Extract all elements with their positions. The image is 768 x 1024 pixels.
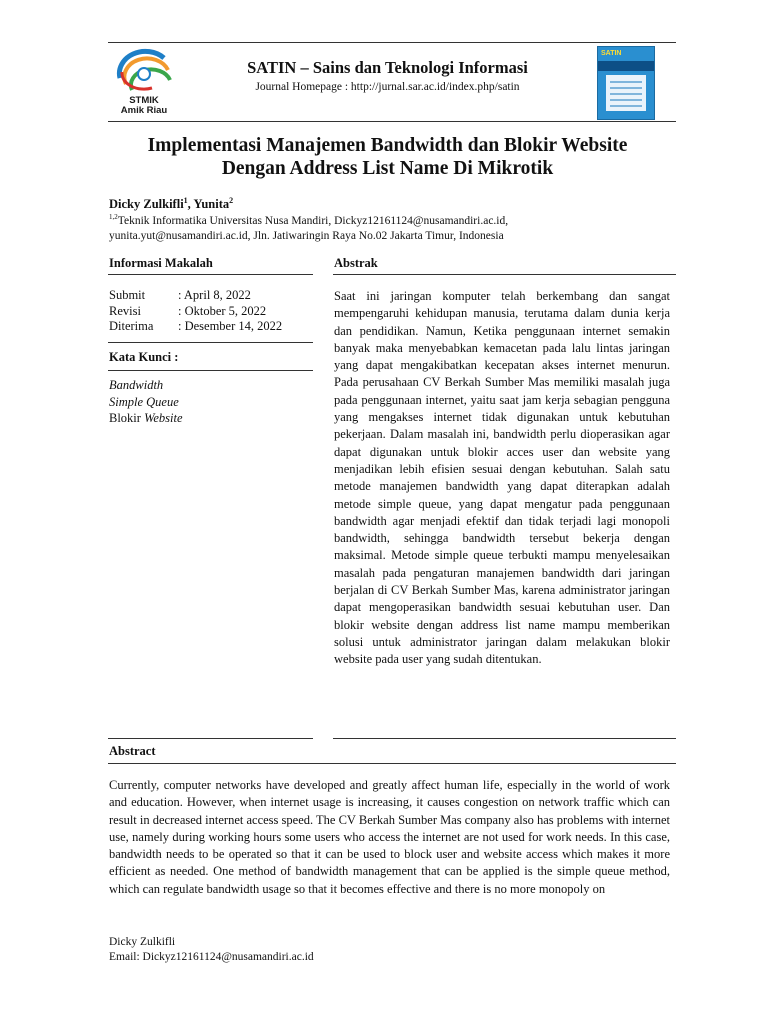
submit-label: Submit (109, 288, 146, 302)
diterima-value: : Desember 14, 2022 (178, 319, 283, 333)
author-list (109, 196, 233, 212)
keyword-item (109, 395, 179, 410)
abstrak-heading: Abstrak (334, 256, 378, 270)
revisi-label: Revisi (109, 304, 141, 318)
journal-title: SATIN – Sains dan Teknologi Informasi (247, 58, 528, 77)
diterima-label: Diterima (109, 319, 154, 333)
revisi-value: : Oktober 5, 2022 (178, 304, 267, 318)
author-affiliation-mark: 2 (229, 196, 234, 205)
keywords-bottom-rule (108, 370, 313, 371)
author-separator: , (187, 197, 194, 212)
affiliation-text: Teknik Informatika Universitas Nusa Mandiri, Dickyz12161124@nusamandiri.ac.id, (117, 214, 509, 227)
paper-title (100, 134, 675, 180)
affiliation-line2: yunita.yut@nusamandiri.ac.id, Jln. Jatiwaringin Raya No.02 Jakarta Timur, Indonesia (109, 230, 504, 242)
header-top-rule (108, 42, 676, 43)
logo-caption (108, 96, 180, 116)
abstract-body: Currently, computer networks have developed and greatly affect human life, especially in the world of work and education. However, when internet usage is increasing, it causes congestion on network traffic which can result in decreased internet access speed. The CV Berkah Sumber Mas company also has problems with internet use, namely during working hours some users who access the internet are not used for work needs. In this case, bandwidth needs to be operated so that it can be used to block user and website access which makes it more efficient as needed. One method of bandwidth management that can be applied is the simple queue method, which can regulate bandwidth usage so that it becomes effective and there is no more monopoly on (109, 778, 670, 896)
keywords-heading: Kata Kunci : (109, 350, 179, 364)
info-heading-rule (108, 274, 313, 275)
keyword-text: Blokir (109, 411, 145, 425)
submit-value: : April 8, 2022 (178, 288, 251, 302)
logo-caption-line2: Amik Riau (120, 105, 168, 116)
header-bottom-rule (108, 121, 676, 122)
abstract-heading-rule (108, 763, 676, 764)
journal-cover-thumbnail (597, 46, 655, 120)
info-heading: Informasi Makalah (109, 256, 213, 270)
abstract-heading: Abstract (109, 744, 156, 758)
keyword-text-italic: Website (144, 411, 183, 425)
author-affiliation-mark: 1 (183, 196, 188, 205)
abstrak-body: Saat ini jaringan komputer telah berkembang dan sangat mempengaruhi kehidupan manusia, terutama dalam dunia kerja dan pendidikan. Namun, Ketika penggunaan internet semakin banyak maka menyebabkan kemacetan pada lalu lintas jaringan yang dapat mengakibatkan kecepatan akses internet menurun. Pada perusahaan CV Berkah Sumber Mas memiliki masalah juga pada penggunaan internet, yaitu saat jam kerja sebagian pengguna yang mengakses internet tidak digunakan untuk kebutuhan pekerjaan. Dalam masalah ini, bandwidth perlu dioperasikan agar dapat digunakan untuk blokir acces user dan website yang menjadikan lebih efisien sesuai dengan kebutuhan. Salah satu metode manajemen bandwidth yang dapat diterapkan adalah metode simple queue, yang dapat mengatur pada penggunaan bandwidth agar menjadi efektif dan tidak terjadi lagi monopoli bandwidth, sehingga bandwidth tersebut bekerja dengan maksimal. Metode simple queue terbukti mampu menyelesaikan masalah pada pengaturan manajemen bandwidth dari jaringan berjalan di CV Berkah Sumber Mas, karena administrator jaringan dapat mengoperasikan bandwidth sesuai kebutuhan user. Dan blokir website dengan address list name mampu memberikan solusi untuk administrator jaringan dalam melakukan blokir website pada user yang sudah ditentukan. (334, 289, 670, 667)
keyword-item (109, 411, 183, 426)
keyword-text: Simple Queue (109, 395, 179, 409)
keyword-text: Bandwidth (109, 378, 164, 392)
author-name: Yunita (193, 197, 230, 212)
footer-author-name: Dicky Zulkifli (109, 936, 176, 948)
abstrak-heading-rule (333, 274, 676, 275)
footer-author-email[interactable]: Email: Dickyz12161124@nusamandiri.ac.id (109, 951, 314, 963)
author-name: Dicky Zulkifli (109, 197, 184, 212)
affiliation-line1 (109, 213, 508, 227)
abstract-top-rule-left (108, 738, 313, 739)
keyword-item (109, 378, 163, 393)
logo-caption-line1: STMIK (129, 95, 159, 106)
paper-title-line2: Dengan Address List Name Di Mikrotik (221, 158, 554, 179)
affiliation-mark: 1,2 (109, 213, 118, 221)
journal-homepage[interactable]: Journal Homepage : http://jurnal.sar.ac.id/index.php/satin (255, 81, 520, 93)
abstract-top-rule-right (333, 738, 676, 739)
paper-title-line1: Implementasi Manajemen Bandwidth dan Blokir Website (147, 135, 628, 156)
keywords-top-rule (108, 342, 313, 343)
cover-caption: SATIN (601, 50, 622, 57)
